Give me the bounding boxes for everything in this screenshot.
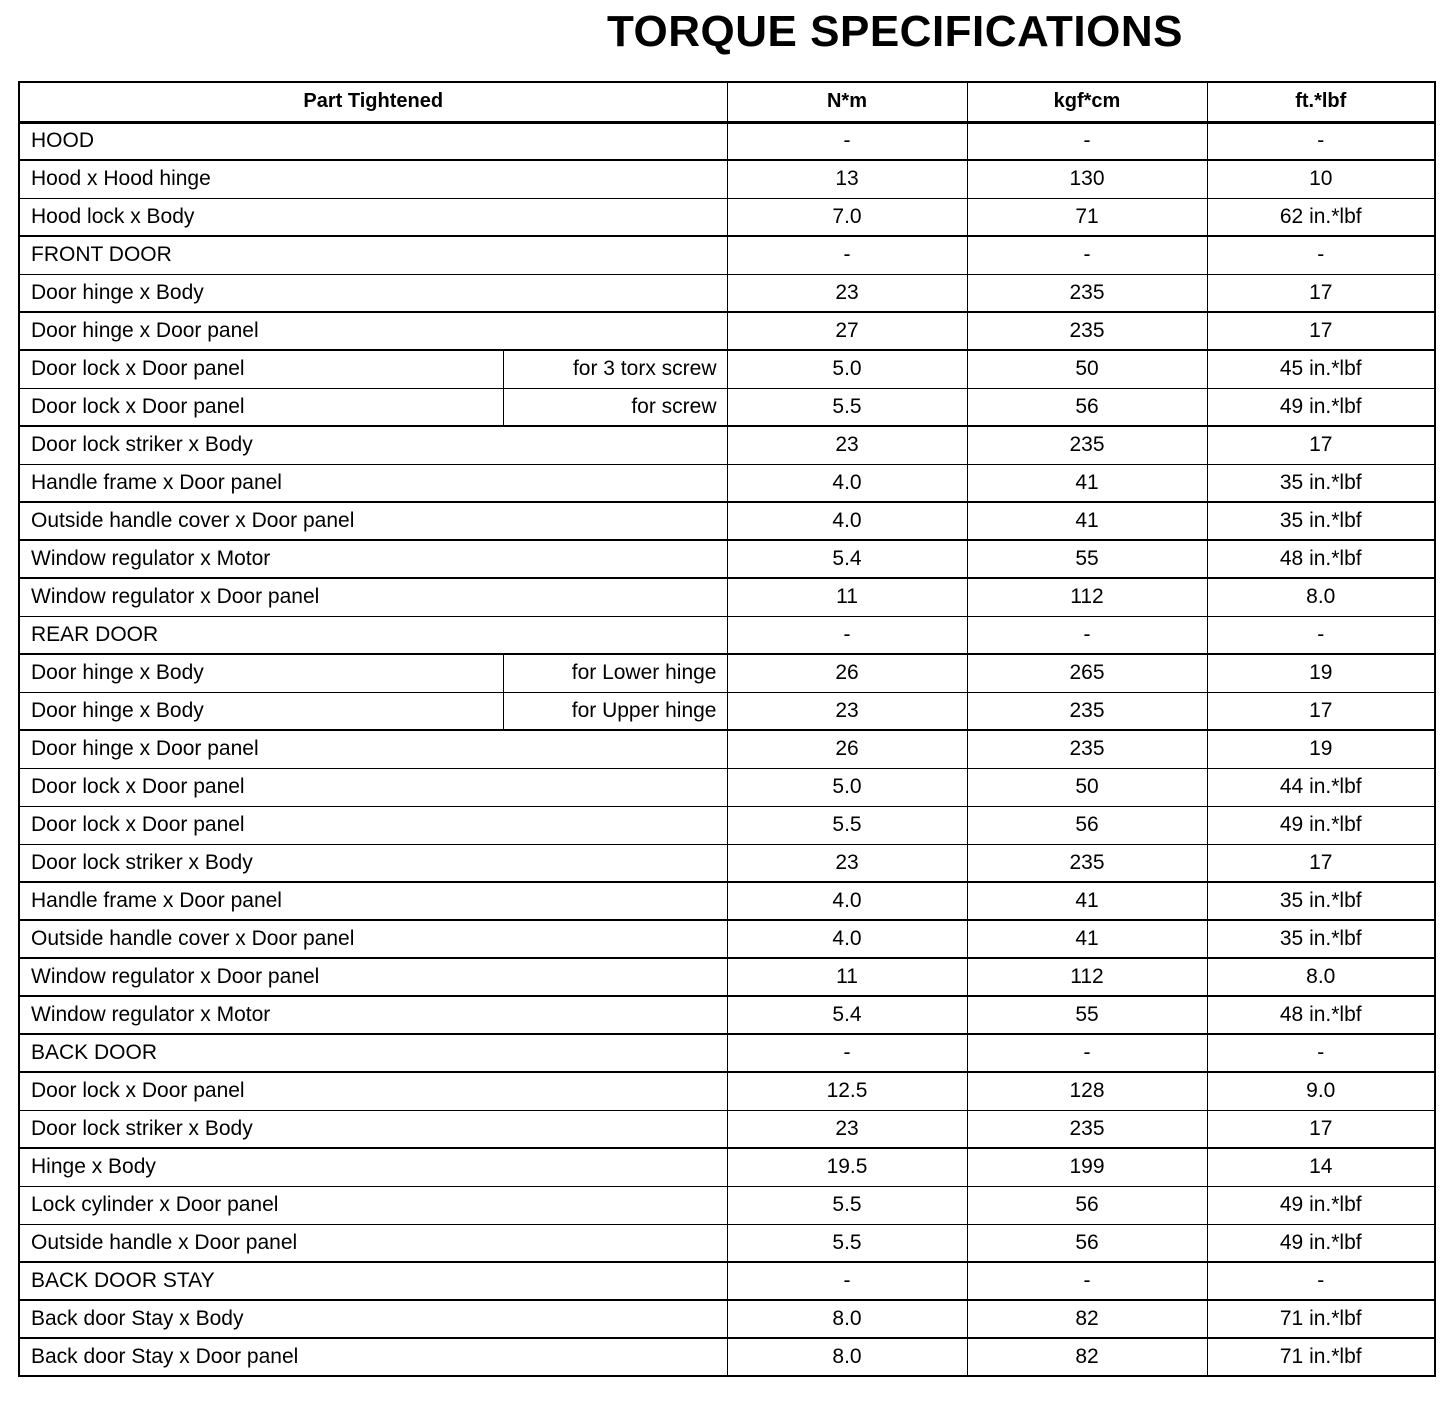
part-note: for screw — [631, 394, 717, 418]
part-name: Door lock striker x Body — [19, 844, 727, 882]
table-row — [19, 1224, 1435, 1262]
part-name: Handle frame x Door panel — [19, 464, 727, 502]
kgf-value: 235 — [967, 692, 1207, 730]
table-row — [19, 730, 1435, 768]
part-cell — [19, 350, 727, 388]
part-split — [20, 389, 727, 426]
header-nm: N*m — [727, 82, 967, 122]
nm-value: 4.0 — [727, 502, 967, 540]
kgf-value: - — [967, 122, 1207, 160]
nm-value: 11 — [727, 958, 967, 996]
part-name: Hood x Hood hinge — [19, 160, 727, 198]
part-name: Door hinge x Body — [20, 655, 504, 692]
nm-value: 23 — [727, 1110, 967, 1148]
table-row — [19, 768, 1435, 806]
ft-value: 17 — [1207, 274, 1435, 312]
table-row — [19, 464, 1435, 502]
part-split — [20, 655, 727, 692]
nm-value: 5.4 — [727, 540, 967, 578]
table-header-row — [19, 82, 1435, 122]
part-name: Window regulator x Door panel — [19, 578, 727, 616]
part-name: BACK DOOR — [19, 1034, 727, 1072]
table-row — [19, 350, 1435, 388]
table-row — [19, 1034, 1435, 1072]
nm-value: - — [727, 122, 967, 160]
kgf-value: - — [967, 1034, 1207, 1072]
ft-value: 44 in.*lbf — [1207, 768, 1435, 806]
nm-value: 23 — [727, 274, 967, 312]
ft-value: 35 in.*lbf — [1207, 464, 1435, 502]
ft-value: 35 in.*lbf — [1207, 882, 1435, 920]
part-name: Outside handle x Door panel — [19, 1224, 727, 1262]
table-row — [19, 920, 1435, 958]
ft-value: 48 in.*lbf — [1207, 996, 1435, 1034]
ft-value: 71 in.*lbf — [1207, 1300, 1435, 1338]
kgf-value: 41 — [967, 502, 1207, 540]
kgf-value: 56 — [967, 806, 1207, 844]
table-row — [19, 616, 1435, 654]
table-row — [19, 502, 1435, 540]
part-cell — [19, 692, 727, 730]
nm-value: 5.4 — [727, 996, 967, 1034]
kgf-value: 82 — [967, 1338, 1207, 1376]
part-split — [20, 351, 727, 388]
nm-value: 5.5 — [727, 806, 967, 844]
part-cell — [19, 654, 727, 692]
nm-value: 4.0 — [727, 882, 967, 920]
torque-table — [18, 81, 1436, 1377]
nm-value: 23 — [727, 426, 967, 464]
nm-value: - — [727, 616, 967, 654]
nm-value: - — [727, 236, 967, 274]
kgf-value: 235 — [967, 730, 1207, 768]
kgf-value: 56 — [967, 388, 1207, 426]
part-note: for Lower hinge — [571, 661, 717, 685]
nm-value: 12.5 — [727, 1072, 967, 1110]
nm-value: 23 — [727, 844, 967, 882]
ft-value: 14 — [1207, 1148, 1435, 1186]
part-name: Door lock x Door panel — [19, 806, 727, 844]
table-row — [19, 1300, 1435, 1338]
table-row — [19, 578, 1435, 616]
kgf-value: 55 — [967, 996, 1207, 1034]
table-row — [19, 236, 1435, 274]
part-name: Outside handle cover x Door panel — [19, 502, 727, 540]
part-split — [20, 693, 727, 730]
ft-value: 8.0 — [1207, 578, 1435, 616]
part-name: Back door Stay x Body — [19, 1300, 727, 1338]
kgf-value: 50 — [967, 350, 1207, 388]
header-ft: ft.*lbf — [1207, 82, 1435, 122]
part-name: Window regulator x Motor — [19, 540, 727, 578]
ft-value: 17 — [1207, 1110, 1435, 1148]
ft-value: 17 — [1207, 426, 1435, 464]
kgf-value: 82 — [967, 1300, 1207, 1338]
table-row — [19, 996, 1435, 1034]
part-name: Door lock striker x Body — [19, 1110, 727, 1148]
nm-value: 5.0 — [727, 768, 967, 806]
kgf-value: 112 — [967, 958, 1207, 996]
part-name: Door lock x Door panel — [19, 768, 727, 806]
kgf-value: 235 — [967, 312, 1207, 350]
part-name: Hinge x Body — [19, 1148, 727, 1186]
kgf-value: 56 — [967, 1186, 1207, 1224]
nm-value: 27 — [727, 312, 967, 350]
kgf-value: - — [967, 236, 1207, 274]
header-kgf: kgf*cm — [967, 82, 1207, 122]
nm-value: 7.0 — [727, 198, 967, 236]
table-row — [19, 1186, 1435, 1224]
table-row — [19, 692, 1435, 730]
kgf-value: 199 — [967, 1148, 1207, 1186]
nm-value: 26 — [727, 654, 967, 692]
table-row — [19, 388, 1435, 426]
kgf-value: 41 — [967, 882, 1207, 920]
ft-value: - — [1207, 616, 1435, 654]
nm-value: 5.0 — [727, 350, 967, 388]
nm-value: 8.0 — [727, 1300, 967, 1338]
part-name: Door lock x Door panel — [20, 389, 504, 426]
ft-value: 62 in.*lbf — [1207, 198, 1435, 236]
kgf-value: 55 — [967, 540, 1207, 578]
nm-value: 23 — [727, 692, 967, 730]
part-name: Hood lock x Body — [19, 198, 727, 236]
table-row — [19, 806, 1435, 844]
ft-value: 9.0 — [1207, 1072, 1435, 1110]
ft-value: 17 — [1207, 844, 1435, 882]
table-row — [19, 958, 1435, 996]
nm-value: 4.0 — [727, 920, 967, 958]
ft-value: 71 in.*lbf — [1207, 1338, 1435, 1376]
table-row — [19, 274, 1435, 312]
part-name: Lock cylinder x Door panel — [19, 1186, 727, 1224]
kgf-value: 41 — [967, 464, 1207, 502]
ft-value: - — [1207, 1262, 1435, 1300]
table-row — [19, 426, 1435, 464]
nm-value: 8.0 — [727, 1338, 967, 1376]
ft-value: 8.0 — [1207, 958, 1435, 996]
ft-value: 49 in.*lbf — [1207, 1186, 1435, 1224]
table-row — [19, 1262, 1435, 1300]
part-note: for Upper hinge — [571, 698, 717, 722]
kgf-value: 56 — [967, 1224, 1207, 1262]
page-title: TORQUE SPECIFICATIONS — [606, 7, 1184, 56]
part-name: REAR DOOR — [19, 616, 727, 654]
nm-value: - — [727, 1034, 967, 1072]
kgf-value: - — [967, 1262, 1207, 1300]
table-row — [19, 1110, 1435, 1148]
part-name: Back door Stay x Door panel — [19, 1338, 727, 1376]
kgf-value: 235 — [967, 426, 1207, 464]
kgf-value: 112 — [967, 578, 1207, 616]
kgf-value: 128 — [967, 1072, 1207, 1110]
ft-value: 49 in.*lbf — [1207, 1224, 1435, 1262]
kgf-value: 235 — [967, 1110, 1207, 1148]
nm-value: 5.5 — [727, 1186, 967, 1224]
table-row — [19, 122, 1435, 160]
part-name: Door hinge x Door panel — [19, 312, 727, 350]
ft-value: 17 — [1207, 692, 1435, 730]
nm-value: 13 — [727, 160, 967, 198]
kgf-value: 265 — [967, 654, 1207, 692]
ft-value: 49 in.*lbf — [1207, 806, 1435, 844]
part-name: Window regulator x Door panel — [19, 958, 727, 996]
part-name: Outside handle cover x Door panel — [19, 920, 727, 958]
table-row — [19, 198, 1435, 236]
table-row — [19, 160, 1435, 198]
part-name: Door lock striker x Body — [19, 426, 727, 464]
ft-value: 49 in.*lbf — [1207, 388, 1435, 426]
ft-value: 45 in.*lbf — [1207, 350, 1435, 388]
ft-value: 35 in.*lbf — [1207, 920, 1435, 958]
ft-value: 35 in.*lbf — [1207, 502, 1435, 540]
table-row — [19, 1148, 1435, 1186]
kgf-value: 71 — [967, 198, 1207, 236]
table-row — [19, 654, 1435, 692]
nm-value: 11 — [727, 578, 967, 616]
table-row — [19, 1338, 1435, 1376]
ft-value: 10 — [1207, 160, 1435, 198]
part-name: HOOD — [19, 122, 727, 160]
part-name: FRONT DOOR — [19, 236, 727, 274]
nm-value: 5.5 — [727, 1224, 967, 1262]
ft-value: 19 — [1207, 654, 1435, 692]
part-name: Handle frame x Door panel — [19, 882, 727, 920]
nm-value: 19.5 — [727, 1148, 967, 1186]
kgf-value: - — [967, 616, 1207, 654]
nm-value: 4.0 — [727, 464, 967, 502]
ft-value: 19 — [1207, 730, 1435, 768]
table-row — [19, 844, 1435, 882]
part-note: for 3 torx screw — [572, 357, 717, 381]
ft-value: - — [1207, 122, 1435, 160]
ft-value: 48 in.*lbf — [1207, 540, 1435, 578]
header-part: Part Tightened — [19, 82, 727, 122]
kgf-value: 41 — [967, 920, 1207, 958]
table-row — [19, 882, 1435, 920]
kgf-value: 130 — [967, 160, 1207, 198]
part-cell — [19, 388, 727, 426]
ft-value: 17 — [1207, 312, 1435, 350]
table-row — [19, 1072, 1435, 1110]
table-row — [19, 312, 1435, 350]
part-name: Door lock x Door panel — [19, 1072, 727, 1110]
part-name: Door hinge x Body — [19, 274, 727, 312]
kgf-value: 235 — [967, 844, 1207, 882]
nm-value: 5.5 — [727, 388, 967, 426]
ft-value: - — [1207, 1034, 1435, 1072]
kgf-value: 50 — [967, 768, 1207, 806]
table-body — [19, 122, 1435, 1376]
kgf-value: 235 — [967, 274, 1207, 312]
part-name: Door hinge x Door panel — [19, 730, 727, 768]
part-name: Door lock x Door panel — [20, 351, 504, 388]
nm-value: - — [727, 1262, 967, 1300]
ft-value: - — [1207, 236, 1435, 274]
nm-value: 26 — [727, 730, 967, 768]
part-name: Door hinge x Body — [20, 693, 504, 730]
table-row — [19, 540, 1435, 578]
part-name: Window regulator x Motor — [19, 996, 727, 1034]
part-name: BACK DOOR STAY — [19, 1262, 727, 1300]
